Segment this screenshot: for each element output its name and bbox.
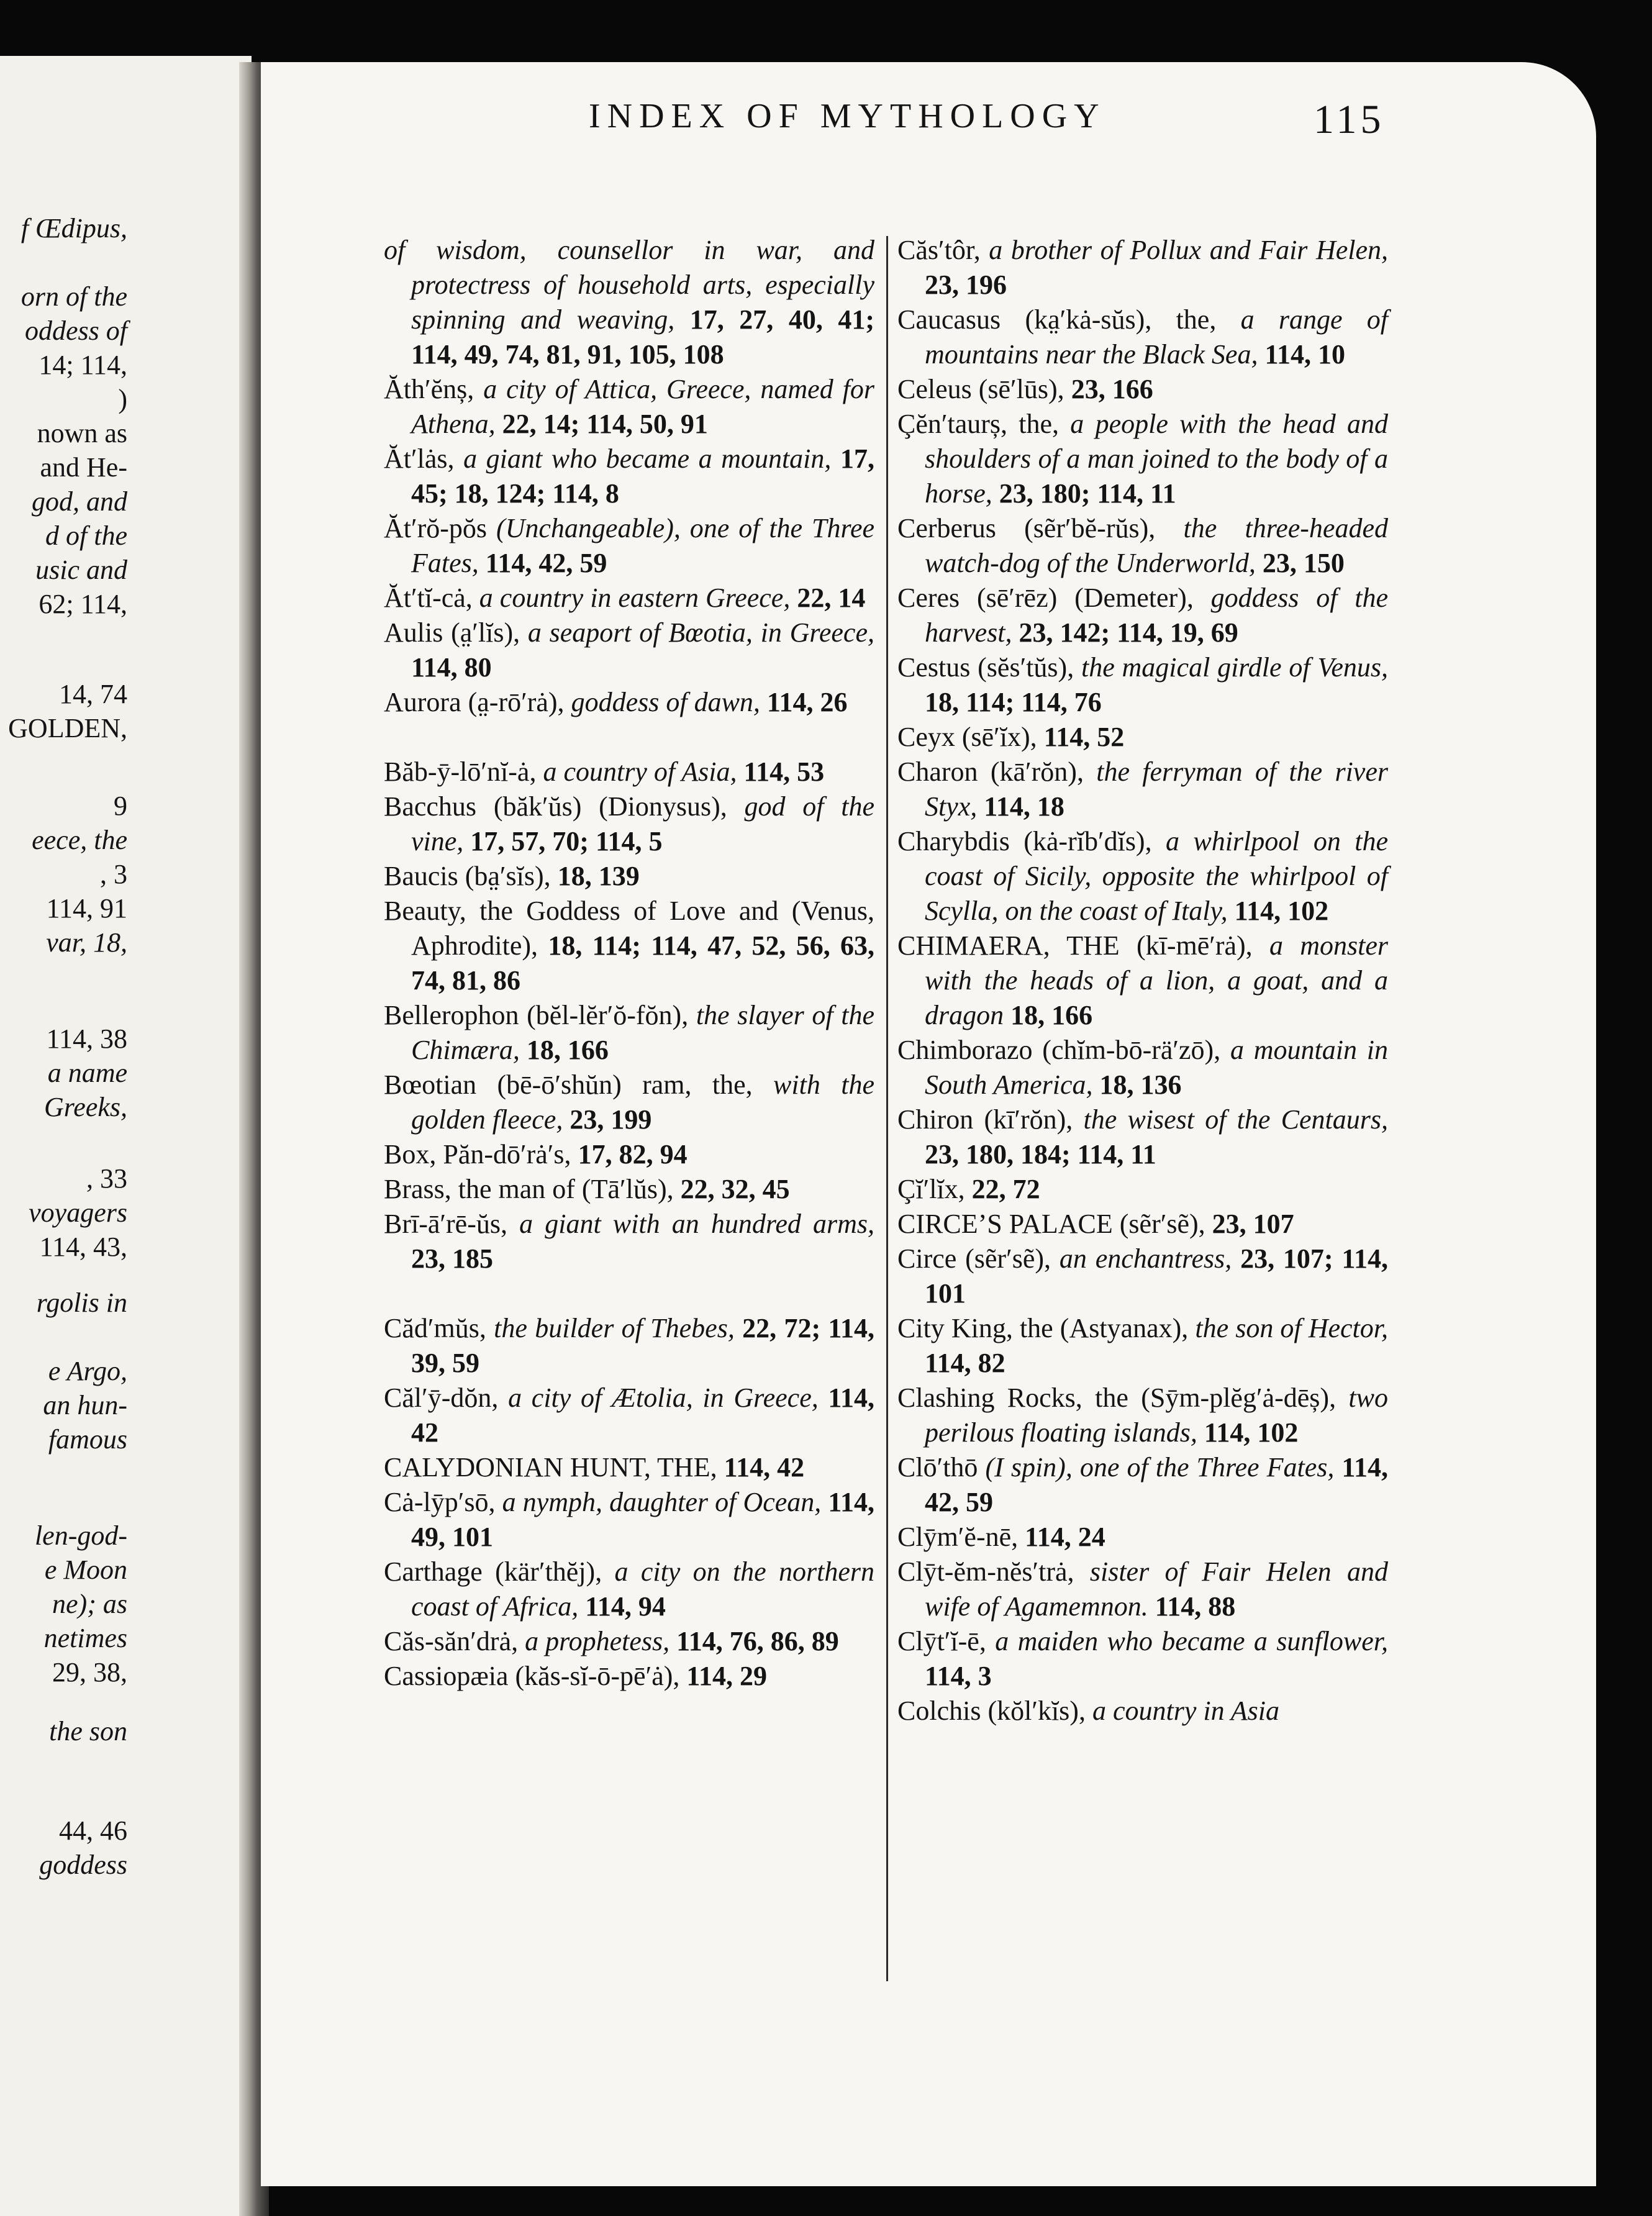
index-entry bbox=[384, 1555, 874, 1624]
index-entry bbox=[897, 1172, 1388, 1207]
index-entry bbox=[384, 1207, 874, 1276]
entry-headword: Căd′mŭs, bbox=[384, 1313, 486, 1343]
index-entry bbox=[897, 1102, 1388, 1172]
index-entry bbox=[897, 650, 1388, 720]
index-entry bbox=[897, 372, 1388, 407]
entry-headword: Clō′thō bbox=[897, 1452, 978, 1483]
entry-page-numbers: 18, 114; 114, 76 bbox=[925, 687, 1102, 717]
left-fragment-42: ne); as bbox=[52, 1589, 127, 1619]
entry-page-numbers: 22, 72; 114, 39, 59 bbox=[411, 1313, 874, 1378]
entry-description: the slayer of the Chimæra, bbox=[411, 1000, 875, 1065]
entry-description: a seaport of Bœotia, in Greece, bbox=[520, 617, 874, 648]
entry-description: a prophetess, bbox=[518, 1626, 670, 1656]
entry-description: a brother of Pollux and Fair Helen, bbox=[980, 235, 1388, 265]
entry-headword: Băb-ȳ-lō′nĭ-ȧ, bbox=[384, 756, 537, 787]
entry-page-numbers: 114, 82 bbox=[925, 1348, 1005, 1378]
entry-page-numbers: 114, 18 bbox=[977, 791, 1064, 822]
left-fragment-19: eece, the bbox=[32, 825, 127, 855]
entry-page-numbers: 23, 107 bbox=[1205, 1209, 1294, 1239]
entry-description: a country of Asia, bbox=[536, 756, 737, 787]
entry-description: god of the vine, bbox=[411, 791, 874, 856]
entry-description: a nymph, daughter of Ocean, bbox=[495, 1487, 822, 1517]
entry-headword: Celeus (sē′lūs), bbox=[897, 374, 1064, 404]
entry-page-numbers: 17, 82, 94 bbox=[571, 1139, 688, 1169]
entry-description: (I spin), one of the Three Fates, bbox=[978, 1452, 1335, 1483]
left-fragment-46: the son bbox=[49, 1716, 127, 1746]
left-fragment-15: 14, 74 bbox=[59, 679, 127, 709]
entry-page-numbers: 23, 199 bbox=[563, 1104, 652, 1135]
entry-headword: Bœotian (bē-ō′shŭn) ram, the, bbox=[384, 1069, 753, 1100]
index-entry bbox=[384, 685, 874, 720]
index-entry bbox=[897, 302, 1388, 372]
left-fragment-22: var, 18, bbox=[46, 927, 127, 958]
entry-page-numbers: 22, 72 bbox=[964, 1174, 1040, 1204]
entry-page-numbers: 114, 42 bbox=[411, 1383, 875, 1448]
left-fragment-6: ) bbox=[118, 384, 127, 414]
entry-headword: Box, Păn-dō′rȧ′s, bbox=[384, 1139, 571, 1169]
index-entry bbox=[384, 789, 874, 859]
left-fragment-33: rgolis in bbox=[36, 1287, 127, 1318]
index-entry bbox=[897, 511, 1388, 581]
entry-page-numbers: 23, 142; 114, 19, 69 bbox=[1012, 617, 1238, 648]
left-fragment-5: 14; 114, bbox=[39, 350, 127, 380]
entry-description: the builder of Thebes, bbox=[486, 1313, 735, 1343]
index-entry bbox=[384, 1659, 874, 1694]
left-fragment-43: netimes bbox=[43, 1623, 127, 1653]
entry-page-numbers: 23, 107; 114, 101 bbox=[925, 1243, 1388, 1309]
column-divider bbox=[886, 236, 888, 1981]
entry-headword: Ceres (sē′rēz) (Demeter), bbox=[897, 583, 1194, 613]
index-entry bbox=[897, 1450, 1388, 1520]
entry-description: the ferryman of the river Styx, bbox=[925, 756, 1388, 822]
entry-headword: Carthage (kär′thĕj), bbox=[384, 1556, 602, 1587]
index-column-right bbox=[897, 233, 1388, 1728]
index-entry bbox=[384, 859, 874, 894]
entry-page-numbers: 114, 80 bbox=[411, 652, 492, 683]
entry-headword: Clashing Rocks, the (Sȳm-plĕg′ȧ-dēș), bbox=[897, 1383, 1337, 1413]
left-fragment-36: an hun- bbox=[43, 1390, 127, 1420]
entry-page-numbers: 114, 94 bbox=[578, 1591, 666, 1622]
entry-headword: Cȧ-lȳp′sō, bbox=[384, 1487, 496, 1517]
index-entry bbox=[897, 1207, 1388, 1242]
index-entry bbox=[897, 1242, 1388, 1311]
entry-page-numbers: 114, 24 bbox=[1018, 1522, 1105, 1552]
index-entry bbox=[384, 372, 874, 442]
entry-page-numbers: 114, 49, 101 bbox=[411, 1487, 874, 1552]
left-fragment-9: god, and bbox=[32, 486, 127, 517]
entry-headword: CHIMAERA, THE (kī-mē′rȧ), bbox=[897, 930, 1253, 961]
entry-page-numbers: 17, 45; 18, 124; 114, 8 bbox=[411, 443, 875, 509]
entry-description: a mountain in South America, bbox=[925, 1035, 1388, 1100]
index-entry bbox=[897, 1520, 1388, 1555]
index-entry bbox=[897, 929, 1388, 1033]
entry-description: a giant who became a mountain, bbox=[454, 443, 832, 474]
index-entry bbox=[384, 755, 874, 789]
left-fragment-30: voyagers bbox=[29, 1197, 127, 1228]
entry-headword: Ăth′ĕnș, bbox=[384, 374, 474, 404]
entry-description: a maiden who became a sunflower, bbox=[986, 1626, 1388, 1656]
index-entry bbox=[384, 511, 874, 581]
entry-headword: Cerberus (sẽr′bĕ-rŭs), bbox=[897, 513, 1156, 543]
entry-page-numbers: 114, 42, 59 bbox=[478, 548, 607, 578]
left-fragment-8: and He- bbox=[40, 452, 127, 483]
entry-page-numbers: 114, 102 bbox=[1197, 1417, 1299, 1448]
entry-headword: Clȳt-ĕm-nĕs′trȧ, bbox=[897, 1556, 1074, 1587]
entry-description: a city on the northern coast of Africa, bbox=[411, 1556, 875, 1622]
entry-description: with the golden fleece, bbox=[411, 1069, 874, 1135]
entry-headword: Circe (sẽr′sẽ), bbox=[897, 1243, 1051, 1274]
entry-page-numbers: 114, 76, 86, 89 bbox=[669, 1626, 839, 1656]
entry-page-numbers: 23, 180, 184; 114, 11 bbox=[925, 1139, 1156, 1169]
entry-description: goddess of dawn, bbox=[564, 687, 760, 717]
entry-headword: CIRCE’S PALACE (sẽr′sẽ), bbox=[897, 1209, 1205, 1239]
entry-description: the three-headed watch-dog of the Underworld, bbox=[925, 513, 1388, 578]
left-fragment-49: 44, 46 bbox=[59, 1815, 127, 1846]
left-fragment-35: e Argo, bbox=[48, 1356, 127, 1386]
left-fragment-40: len-god- bbox=[34, 1520, 127, 1551]
index-entry bbox=[897, 720, 1388, 755]
entry-description: a monster with the heads of a lion, a goat, and a dragon bbox=[925, 930, 1388, 1030]
index-entry bbox=[384, 998, 874, 1068]
index-entry bbox=[384, 1381, 874, 1450]
index-entry bbox=[897, 1624, 1388, 1694]
entry-page-numbers: 23, 196 bbox=[925, 270, 1007, 300]
entry-description: the wisest of the Centaurs, bbox=[1073, 1104, 1388, 1135]
index-column-left bbox=[384, 233, 874, 1694]
entry-page-numbers: 22, 32, 45 bbox=[673, 1174, 790, 1204]
left-fragment-7: nown as bbox=[37, 418, 127, 448]
page-header bbox=[0, 96, 1652, 146]
entry-headword: Clȳm′ĕ-nē, bbox=[897, 1522, 1019, 1552]
entry-headword: Brass, the man of (Tā′lŭs), bbox=[384, 1174, 674, 1204]
entry-page-numbers: 17, 57, 70; 114, 5 bbox=[463, 826, 663, 856]
entry-page-numbers: 18, 166 bbox=[1004, 1000, 1093, 1030]
index-entry bbox=[384, 1624, 874, 1659]
entry-description: (Unchangeable), one of the Three Fates, bbox=[411, 513, 874, 578]
entry-description: a country in Asia bbox=[1085, 1696, 1280, 1726]
entry-description: sister of Fair Helen and wife of Agamemnon. bbox=[925, 1556, 1388, 1622]
entry-description: a people with the head and shoulders of a man joined to the body of a horse, bbox=[925, 409, 1388, 509]
entry-description: a city of Attica, Greece, named for Athena, bbox=[411, 374, 874, 439]
entry-page-numbers: 18, 139 bbox=[550, 861, 640, 891]
index-entry bbox=[384, 615, 874, 685]
index-entry bbox=[897, 407, 1388, 511]
index-entry bbox=[897, 233, 1388, 302]
entry-description: a range of mountains near the Black Sea, bbox=[925, 304, 1388, 370]
entry-headword: Çĕn′taurș, the, bbox=[897, 409, 1060, 439]
entry-headword: CALYDONIAN HUNT, THE, bbox=[384, 1452, 717, 1483]
entry-page-numbers: 22, 14; 114, 50, 91 bbox=[495, 409, 708, 439]
entry-headword: Caucasus (ka̤′kȧ-sŭs), the, bbox=[897, 304, 1217, 335]
entry-headword: Cestus (sĕs′tŭs), bbox=[897, 652, 1074, 683]
left-fragment-41: e Moon bbox=[44, 1555, 127, 1585]
entry-page-numbers: 114, 26 bbox=[760, 687, 848, 717]
entry-page-numbers: 23, 166 bbox=[1064, 374, 1153, 404]
entry-headword: Bacchus (băk′ŭs) (Dionysus), bbox=[384, 791, 727, 822]
entry-page-numbers: 18, 166 bbox=[519, 1035, 609, 1065]
index-entry bbox=[897, 755, 1388, 824]
index-entry bbox=[897, 1381, 1388, 1450]
left-fragment-10: d of the bbox=[45, 520, 127, 551]
left-fragment-20: , 3 bbox=[100, 859, 127, 889]
left-fragment-50: goddess bbox=[39, 1850, 127, 1880]
entry-page-numbers: 18, 114; 114, 47, 52, 56, 63, 74, 81, 86 bbox=[411, 930, 874, 996]
entry-description: goddess of the harvest, bbox=[925, 583, 1388, 648]
entry-headword: Căl′ȳ-dŏn, bbox=[384, 1383, 499, 1413]
entry-headword: Ăt′rŏ-pŏs bbox=[384, 513, 488, 543]
running-title: INDEX OF MYTHOLOGY bbox=[589, 97, 1106, 135]
index-entry bbox=[897, 1033, 1388, 1102]
entry-headword: Clȳt′ĭ-ē, bbox=[897, 1626, 986, 1656]
entry-page-numbers: 18, 136 bbox=[1092, 1069, 1182, 1100]
index-entry bbox=[384, 1172, 874, 1207]
left-fragment-37: famous bbox=[48, 1424, 127, 1455]
entry-page-numbers: 114, 102 bbox=[1227, 896, 1329, 926]
entry-headword: Charybdis (kȧ-rĭb′dĭs), bbox=[897, 826, 1152, 856]
index-entry bbox=[384, 233, 874, 372]
entry-headword: Charon (kā′rŏn), bbox=[897, 756, 1084, 787]
entry-page-numbers: 114, 42, 59 bbox=[925, 1452, 1388, 1517]
index-entry bbox=[384, 1068, 874, 1137]
entry-page-numbers: 23, 180; 114, 11 bbox=[992, 478, 1176, 509]
index-entry bbox=[384, 581, 874, 615]
left-fragment-16: GOLDEN, bbox=[8, 713, 127, 743]
entry-headword: Căs′tôr, bbox=[897, 235, 981, 265]
left-fragment-21: 114, 91 bbox=[46, 893, 127, 924]
entry-headword: City King, the (Astyanax), bbox=[897, 1313, 1189, 1343]
entry-headword: Cassiopæia (kăs-sĭ-ō-pē′ȧ), bbox=[384, 1661, 680, 1691]
entry-description: the son of Hector, bbox=[1188, 1313, 1388, 1343]
index-entry bbox=[384, 894, 874, 998]
left-fragment-31: 114, 43, bbox=[39, 1232, 127, 1262]
left-fragment-26: a name bbox=[47, 1058, 127, 1088]
index-entry bbox=[897, 1555, 1388, 1624]
entry-headword: Çĭ′lĭx, bbox=[897, 1174, 965, 1204]
left-fragment-25: 114, 38 bbox=[46, 1024, 127, 1054]
entry-headword: Brī-ā′rē-ŭs, bbox=[384, 1209, 507, 1239]
entry-page-numbers: 23, 150 bbox=[1255, 548, 1345, 578]
entry-headword: Aurora (a̤-rō′rȧ), bbox=[384, 687, 565, 717]
entry-page-numbers: 114, 3 bbox=[925, 1661, 992, 1691]
entry-page-numbers: 114, 52 bbox=[1037, 722, 1125, 752]
left-fragment-1: f Œdipus, bbox=[20, 213, 127, 243]
left-fragment-29: , 33 bbox=[86, 1163, 127, 1194]
entry-description: a whirlpool on the coast of Sicily, opposite the whirlpool of Scylla, on the coast of Italy, bbox=[925, 826, 1388, 926]
entry-page-numbers: 114, 53 bbox=[737, 756, 825, 787]
entry-description: a city of Ætolia, in Greece, bbox=[498, 1383, 819, 1413]
left-page bbox=[0, 56, 252, 2216]
entry-headword: Chiron (kī′rŏn), bbox=[897, 1104, 1073, 1135]
left-fragment-3: orn of the bbox=[20, 281, 127, 312]
left-fragment-12: 62; 114, bbox=[39, 589, 127, 619]
entry-description: two perilous floating islands, bbox=[925, 1383, 1388, 1448]
left-fragment-27: Greeks, bbox=[44, 1092, 127, 1122]
entry-description: the magical girdle of Venus, bbox=[1074, 652, 1389, 683]
index-entry bbox=[897, 824, 1388, 929]
entry-headword: Bellerophon (bĕl-lĕr′ŏ-fŏn), bbox=[384, 1000, 689, 1030]
index-entry bbox=[897, 581, 1388, 650]
entry-headword: Chimborazo (chĭm-bō-rä′zō), bbox=[897, 1035, 1221, 1065]
index-entry bbox=[897, 1694, 1388, 1728]
index-entry bbox=[384, 1311, 874, 1381]
index-entry bbox=[897, 1311, 1388, 1381]
entry-headword: Beauty, the Goddess of Love and (Venus, Aphrodite), bbox=[384, 896, 874, 961]
entry-description: a country in eastern Greece, bbox=[472, 583, 791, 613]
entry-headword: Ceyx (sē′ĭx), bbox=[897, 722, 1037, 752]
entry-page-numbers: 114, 10 bbox=[1258, 339, 1346, 370]
entry-headword: Aulis (a̤′lĭs), bbox=[384, 617, 520, 648]
entry-page-numbers: 17, 27, 40, 41; 114, 49, 74, 81, 91, 105, 108 bbox=[411, 304, 874, 370]
left-fragment-4: oddess of bbox=[25, 316, 127, 346]
entry-headword: Ăt′tĭ-cȧ, bbox=[384, 583, 473, 613]
entry-page-numbers: 114, 42 bbox=[717, 1452, 805, 1483]
index-entry bbox=[384, 442, 874, 511]
entry-description: an enchantress, bbox=[1051, 1243, 1232, 1274]
entry-page-numbers: 22, 14 bbox=[790, 583, 866, 613]
left-fragment-44: 29, 38, bbox=[52, 1657, 127, 1687]
entry-description: a giant with an hundred arms, bbox=[507, 1209, 874, 1239]
entry-headword: Colchis (kŏl′kĭs), bbox=[897, 1696, 1086, 1726]
entry-page-numbers: 114, 29 bbox=[679, 1661, 767, 1691]
entry-headword: Baucis (ba̤′sĭs), bbox=[384, 861, 551, 891]
index-entry bbox=[384, 1450, 874, 1485]
entry-page-numbers: 114, 88 bbox=[1148, 1591, 1236, 1622]
entry-description: of wisdom, counsellor in war, and protectress of household arts, especially spinning and weaving, bbox=[384, 235, 874, 335]
entry-page-numbers: 23, 185 bbox=[411, 1243, 493, 1274]
index-entry bbox=[384, 1485, 874, 1555]
entry-headword: Ăt′lȧs, bbox=[384, 443, 455, 474]
index-entry bbox=[384, 1137, 874, 1172]
entry-headword: Căs-săn′drȧ, bbox=[384, 1626, 519, 1656]
left-fragment-11: usic and bbox=[35, 555, 127, 585]
left-fragment-18: 9 bbox=[114, 791, 127, 821]
page-number: 115 bbox=[1314, 97, 1385, 142]
